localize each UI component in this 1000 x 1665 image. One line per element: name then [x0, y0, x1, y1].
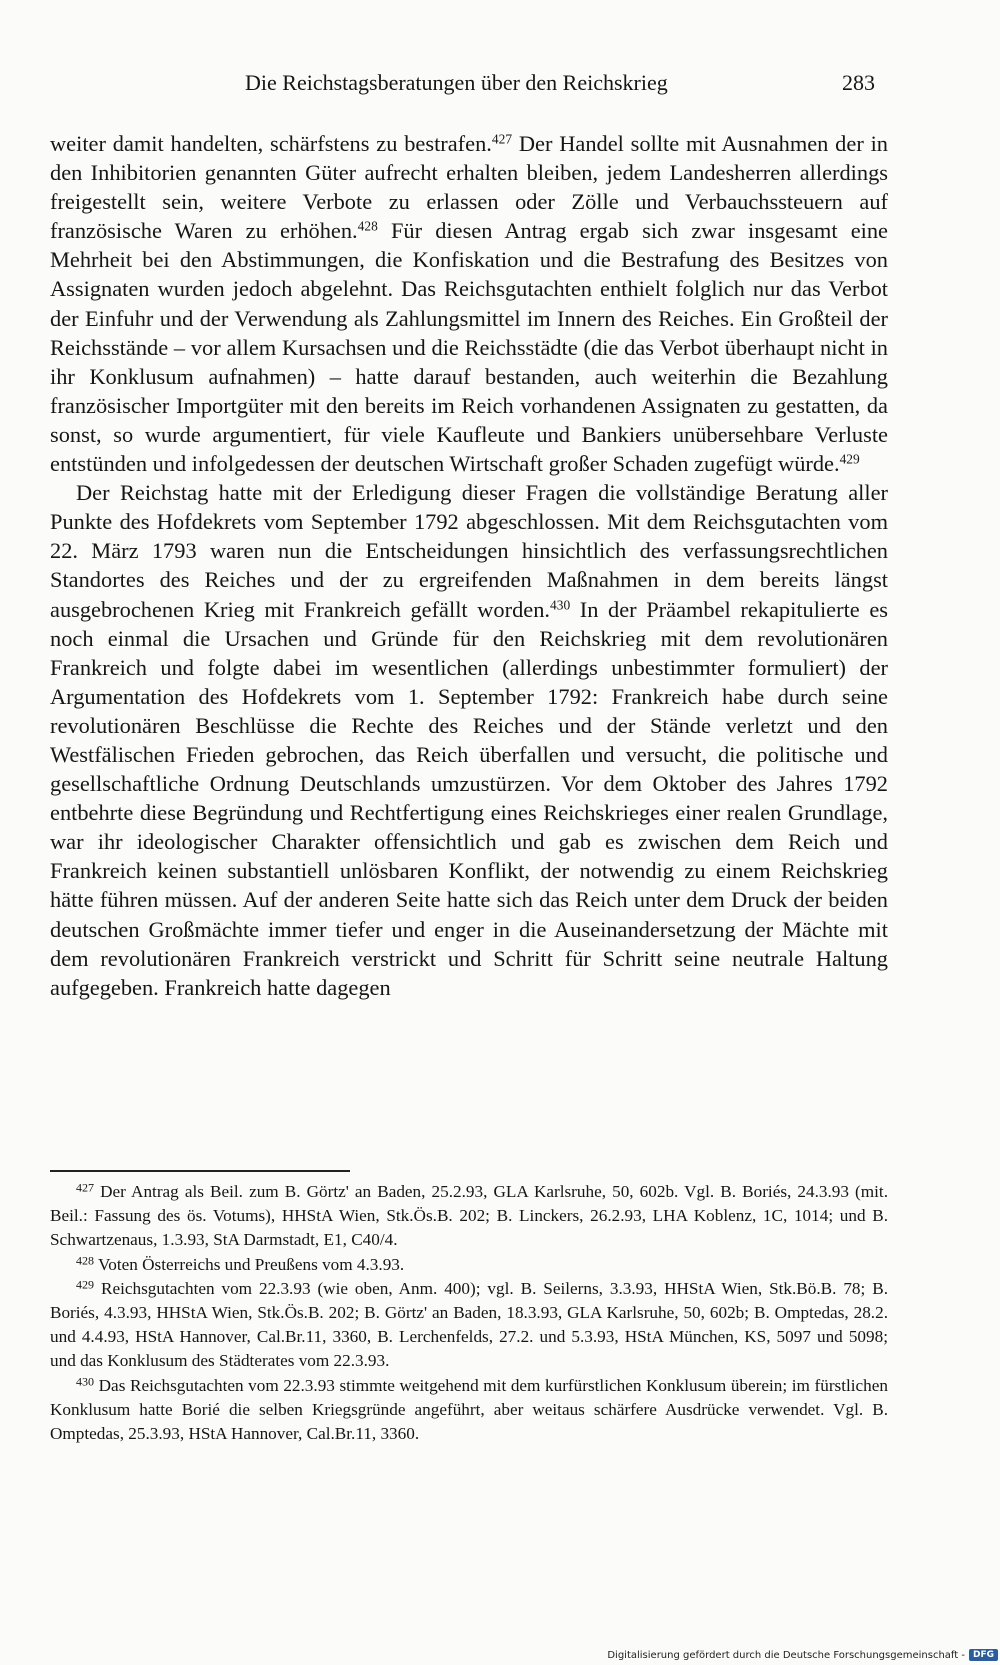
footnote-reference: 427 — [491, 131, 513, 147]
text-run: In der Präambel rekapitulierte es noch einmal die Ursachen und Gründe für den Reichskrieg mit dem revolutionären Frankreich und folgte dabei im wesentlichen (allerdings unbestimmter formuliert) der Argumentation des Hofdekrets vom 1. September 1792: Frankreich habe durch seine revolutionären Beschlüsse die Rechte des Reiches und der Stände verletzt und den Westfälischen Frieden gebrochen, das Reich überfallen und versucht, die politische und gesellschaftliche Ordnung Deutschlands umzustürzen. Vor dem Oktober des Jahres 1792 entbehrte diese Begründung und Rechtfertigung eines Reichskrieges einer realen Grundlage, war ihr ideologischer Charakter offensichtlich und gab es zwischen dem Reich und Frankreich keinen substantiell unlösbaren Konflikt, der notwendig zu einem Reichskrieg hätte führen müssen. Auf der anderen Seite hatte sich das Reich unter dem Druck der beiden deutschen Großmächte immer tiefer und enger in die Auseinandersetzung der Mächte mit dem revolutionären Frankreich verstrickt und Schritt für Schritt seine neutrale Haltung aufgegeben. Frankreich hatte dagegen — [50, 596, 888, 1000]
footnote — [50, 1277, 888, 1374]
footnote-number: 427 — [76, 1180, 95, 1195]
page-number: 283 — [842, 70, 875, 95]
footnotes — [50, 1180, 888, 1446]
footnote — [50, 1253, 888, 1277]
credit-text: Digitalisierung gefördert durch die Deutsche Forschungsgemeinschaft - — [607, 1649, 965, 1661]
text-run: Der Handel sollte mit Ausnahmen der in den Inhibitorien genannten Güter aufrecht erhalten bleiben, jedem Landesherren allerdings freigestellt sein, weitere Verbote zu erlassen oder Zölle und Verbauchssteuern auf französische Waren zu erhöhen. — [50, 131, 888, 244]
footnote-number: 428 — [76, 1253, 95, 1268]
footnote-number: 430 — [76, 1374, 95, 1389]
text-run: Der Reichstag hatte mit der Erledigung dieser Fragen die vollständige Beratung aller Punkte des Hofdekrets vom September 1792 abgeschlossen. Mit dem Reichsgutachten vom 22. März 1793 waren nun die Entscheidungen hinsichtlich des verfassungsrechtlichen Standortes des Reiches und der zu ergreifenden Maßnahmen in dem bereits längst ausgebrochenen Krieg mit Frankreich gefällt worden. — [50, 480, 888, 622]
text-run: weiter damit handelten, schärfstens zu bestrafen. — [50, 131, 492, 156]
body-text — [50, 129, 888, 1002]
body-paragraph — [50, 129, 888, 478]
footnote-reference: 430 — [550, 597, 571, 613]
running-header — [50, 66, 875, 100]
digitization-credit — [607, 1649, 998, 1661]
footnote-reference: 428 — [357, 218, 378, 234]
footnote-text: Der Antrag als Beil. zum B. Görtz' an Baden, 25.2.93, GLA Karlsruhe, 50, 602b. Vgl. B. Boriés, 24.3.93 (mit. Beil.: Fassung des ös. Votums), HHStA Wien, Stk.Ös.B. 202; B. Linckers, 26.2.93, LHA Koblenz, 1C, 1014; und B. Schwartzenaus, 1.3.93, StA Darmstadt, E1, C40/4. — [50, 1182, 888, 1250]
footnote-number: 429 — [76, 1277, 95, 1292]
footnote-separator — [50, 1170, 350, 1172]
footnote-reference: 429 — [839, 451, 860, 467]
footnote — [50, 1180, 888, 1253]
footnote — [50, 1374, 888, 1447]
footnote-text: Das Reichsgutachten vom 22.3.93 stimmte weitgehend mit dem kurfürstlichen Konklusum überein; im fürstlichen Konklusum hatte Borié die selben Kriegsgründe angeführt, aber weitaus schärfere Ausdrücke verwendet. Vgl. B. Omptedas, 25.3.93, HStA Hannover, Cal.Br.11, 3360. — [50, 1375, 888, 1444]
body-paragraph — [50, 478, 888, 1002]
dfg-logo-icon: DFG — [969, 1649, 998, 1661]
text-run: Für diesen Antrag ergab sich zwar insgesamt eine Mehrheit bei den Abstimmungen, die Konfiskation und die Bestrafung des Besitzes von Assignaten wurden jedoch abgelehnt. Das Reichsgutachten enthielt folglich nur das Verbot der Einfuhr und der Verwendung als Zahlungsmittel im Innern des Reiches. Ein Großteil der Reichsstände – vor allem Kursachsen und die Reichsstädte (die das Verbot überhaupt nicht in ihr Konklusum aufnahmen) – hatte darauf bestanden, auch weiterhin die Bezahlung französischer Importgüter mit den bereits im Reich vorhandenen Assignaten zu gestatten, da sonst, so wurde argumentiert, für viele Kaufleute und Bankiers unübersehbare Verluste entstünden und infolgedessen der deutschen Wirtschaft großer Schaden zugefügt würde. — [50, 218, 888, 477]
footnote-text: Voten Österreichs und Preußens vom 4.3.93. — [94, 1254, 405, 1274]
footnote-text: Reichsgutachten vom 22.3.93 (wie oben, Anm. 400); vgl. B. Seilerns, 3.3.93, HHStA Wien, Stk.Bö.B. 78; B. Boriés, 4.3.93, HHStA Wien, Stk.Ös.B. 202; B. Görtz' an Baden, 18.3.93, GLA Karlsruhe, 50, 602b; B. Omptedas, 28.2. und 4.4.93, HStA Hannover, Cal.Br.11, 3360, B. Lerchenfelds, 27.2. und 5.3.93, HStA München, KS, 5097 und 5098; und das Konklusum des Städterates vom 22.3.93. — [50, 1278, 888, 1371]
running-title: Die Reichstagsberatungen über den Reichskrieg — [245, 70, 668, 95]
